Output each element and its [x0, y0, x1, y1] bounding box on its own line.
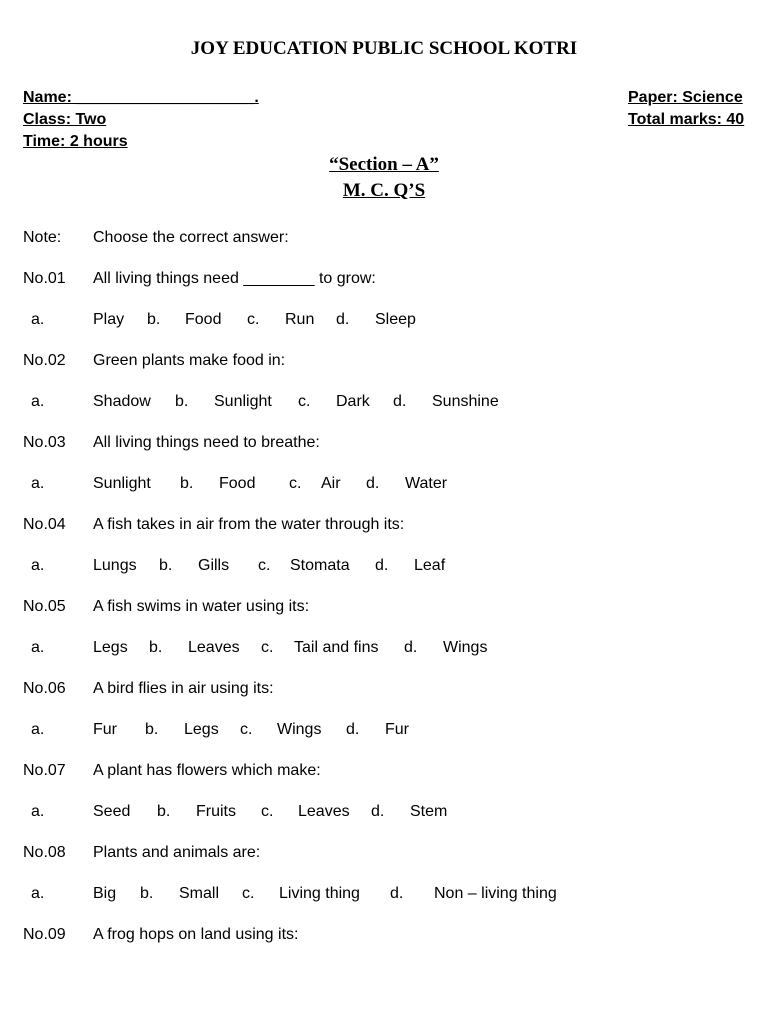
option-letter: d.: [390, 885, 404, 902]
option-letter: b.: [180, 475, 194, 492]
question-number: No.05: [23, 598, 66, 615]
option-text: Stomata: [290, 557, 350, 574]
option-letter: a.: [31, 721, 45, 738]
question-number: No.09: [23, 926, 66, 943]
option-text: Sunlight: [93, 475, 151, 492]
option-letter: a.: [31, 393, 45, 410]
option-letter: a.: [31, 311, 45, 328]
options-row: [23, 883, 743, 905]
question-row: [23, 760, 743, 782]
options-row: [23, 391, 743, 413]
section-subtitle: M. C. Q’S: [342, 180, 426, 201]
options-row: [23, 801, 743, 823]
options-row: [23, 637, 743, 659]
option-letter: c.: [289, 475, 302, 492]
option-letter: b.: [140, 885, 154, 902]
option-text: Leaves: [298, 803, 350, 820]
option-letter: c.: [298, 393, 311, 410]
time-label: Time: 2 hours: [23, 133, 128, 150]
option-text: Leaves: [188, 639, 240, 656]
option-letter: a.: [31, 885, 45, 902]
option-letter: d.: [371, 803, 385, 820]
paper-label: Paper: Science: [628, 89, 743, 106]
note-line: [23, 227, 743, 249]
option-text: Stem: [410, 803, 448, 820]
option-text: Seed: [93, 803, 131, 820]
option-letter: d.: [366, 475, 380, 492]
option-text: Sunshine: [432, 393, 499, 410]
option-letter: d.: [346, 721, 360, 738]
option-letter: b.: [147, 311, 161, 328]
option-letter: c.: [261, 803, 274, 820]
option-text: Lungs: [93, 557, 137, 574]
question-text: All living things need to breathe:: [93, 434, 320, 451]
option-letter: b.: [149, 639, 163, 656]
options-row: [23, 309, 743, 331]
option-text: Non – living thing: [434, 885, 557, 902]
option-text: Water: [405, 475, 448, 492]
option-letter: d.: [404, 639, 418, 656]
option-text: Run: [285, 311, 315, 328]
option-text: Wings: [277, 721, 322, 738]
option-text: Wings: [443, 639, 488, 656]
note-text: Choose the correct answer:: [93, 229, 289, 246]
option-letter: b.: [145, 721, 159, 738]
option-letter: d.: [393, 393, 407, 410]
option-text: Sunlight: [214, 393, 272, 410]
option-letter: b.: [157, 803, 171, 820]
question-number: No.01: [23, 270, 66, 287]
option-letter: a.: [31, 557, 45, 574]
option-text: Play: [93, 311, 125, 328]
options-row: [23, 719, 743, 741]
option-text: Fruits: [196, 803, 236, 820]
option-text: Fur: [93, 721, 117, 738]
question-number: No.02: [23, 352, 66, 369]
question-row: [23, 350, 743, 372]
option-letter: a.: [31, 803, 45, 820]
section-title: “Section – A”: [329, 154, 439, 175]
question-row: [23, 678, 743, 700]
class-label: Class: Two: [23, 111, 107, 128]
question-row: [23, 514, 743, 536]
option-letter: d.: [336, 311, 350, 328]
option-text: Gills: [198, 557, 230, 574]
options-row: [23, 473, 743, 495]
total-marks-label: Total marks: 40: [628, 111, 745, 128]
question-number: No.03: [23, 434, 66, 451]
question-row: [23, 842, 743, 864]
question-row: [23, 432, 743, 454]
option-letter: c.: [247, 311, 260, 328]
options-row: [23, 555, 743, 577]
question-row: [23, 596, 743, 618]
option-text: Air: [321, 475, 341, 492]
option-letter: a.: [31, 639, 45, 656]
question-row: [23, 924, 743, 946]
option-text: Food: [219, 475, 256, 492]
question-number: No.07: [23, 762, 66, 779]
question-text: A plant has flowers which make:: [93, 762, 321, 779]
option-text: Sleep: [375, 311, 416, 328]
option-letter: b.: [175, 393, 189, 410]
option-letter: c.: [258, 557, 271, 574]
question-text: Green plants make food in:: [93, 352, 286, 369]
question-row: [23, 268, 743, 290]
option-text: Legs: [93, 639, 128, 656]
option-text: Leaf: [414, 557, 446, 574]
option-text: Legs: [184, 721, 219, 738]
option-text: Fur: [385, 721, 409, 738]
name-field: Name: ____________________.: [23, 89, 259, 106]
question-text: A fish takes in air from the water through its:: [93, 516, 405, 533]
school-title: JOY EDUCATION PUBLIC SCHOOL KOTRI: [190, 38, 578, 59]
question-number: No.08: [23, 844, 66, 861]
option-text: Dark: [336, 393, 370, 410]
question-text: All living things need ________ to grow:: [93, 270, 376, 287]
option-letter: c.: [261, 639, 274, 656]
question-number: No.06: [23, 680, 66, 697]
note-label: Note:: [23, 229, 62, 246]
option-text: Small: [179, 885, 220, 902]
option-letter: c.: [242, 885, 255, 902]
option-letter: b.: [159, 557, 173, 574]
option-text: Tail and fins: [294, 639, 379, 656]
question-text: A bird flies in air using its:: [93, 680, 274, 697]
option-letter: c.: [240, 721, 253, 738]
option-letter: a.: [31, 475, 45, 492]
question-text: A fish swims in water using its:: [93, 598, 310, 615]
option-text: Food: [185, 311, 222, 328]
option-text: Big: [93, 885, 117, 902]
option-text: Shadow: [93, 393, 151, 410]
question-text: Plants and animals are:: [93, 844, 261, 861]
option-text: Living thing: [279, 885, 360, 902]
option-letter: d.: [375, 557, 389, 574]
question-number: No.04: [23, 516, 66, 533]
question-text: A frog hops on land using its:: [93, 926, 299, 943]
